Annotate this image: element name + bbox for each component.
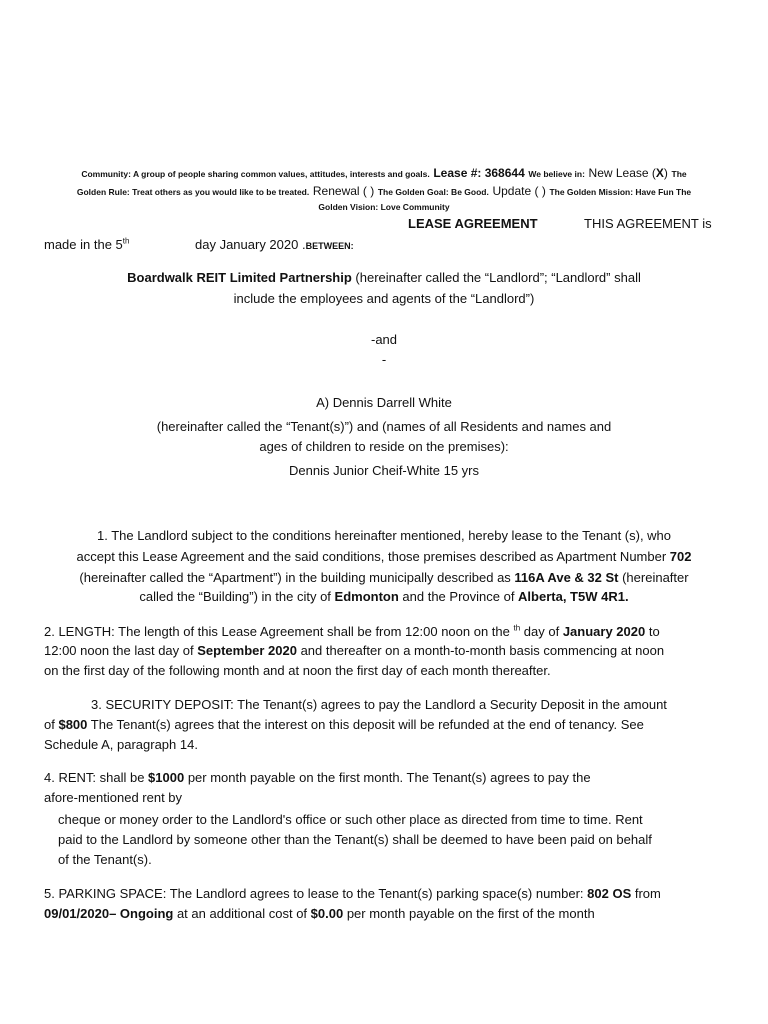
update-option: Update ( ) (492, 184, 546, 198)
header-line-1: Community: A group of people sharing common values, attitudes, interests and goals. Lease #: 368644 We believe in: New Lease (X) The (81, 166, 687, 180)
parking-space-number: 802 OS (587, 886, 632, 901)
clause-2-line-1: 2. LENGTH: The length of this Lease Agreement shall be from 12:00 noon on the $^{th}$ day of January 2020 to (44, 623, 660, 639)
clause-5-line-2: 09/01/2020– Ongoing at an additional cost of $0.00 per month payable on the first of the month (44, 906, 595, 921)
this-agreement-text: THIS AGREEMENT is (584, 216, 712, 231)
lease-start: January 2020 (562, 624, 646, 639)
clause-4-line-5: of the Tenant(s). (58, 852, 152, 867)
building-address: 116A Ave & 32 St (514, 570, 619, 585)
clause-1-line-4: called the “Building”) in the city of Edmonton and the Province of Alberta, T5W 4R1. (139, 589, 629, 604)
agreement-date: day January 2020 .BETWEEN: (195, 237, 354, 252)
tenant-name: A) Dennis Darrell White (316, 395, 452, 410)
made-in-text: made in the 5th (44, 236, 130, 252)
landlord-name: Boardwalk REIT Limited Partnership (127, 270, 352, 285)
rent-amount: $1000 (148, 770, 185, 785)
clause-3-line-1: 3. SECURITY DEPOSIT: The Tenant(s) agrees to pay the Landlord a Security Deposit in the amount (91, 697, 667, 712)
parking-cost: $0.00 (310, 906, 344, 921)
clause-3-line-3: Schedule A, paragraph 14. (44, 737, 198, 752)
lease-end: September 2020 (197, 643, 297, 658)
tenant-description-2: ages of children to reside on the premises): (259, 439, 509, 454)
clause-4-line-4: paid to the Landlord by someone other than the Tenant(s) shall be deemed to have been paid on behalf (58, 832, 652, 847)
resident-child: Dennis Junior Cheif-White 15 yrs (288, 463, 480, 478)
parking-period: 09/01/2020– Ongoing (44, 906, 174, 921)
and-separator: -and (370, 332, 398, 347)
apartment-number: 702 (669, 549, 692, 564)
clause-5-line-1: 5. PARKING SPACE: The Landlord agrees to lease to the Tenant(s) parking space(s) number: 802 OS from (44, 886, 661, 901)
header-line-3: Golden Vision: Love Community (318, 202, 450, 212)
clause-1-line-2: accept this Lease Agreement and the said conditions, those premises described as Apartment Number 702 (76, 549, 692, 564)
clause-4-line-3: cheque or money order to the Landlord's office or such other place as directed from time to time. Rent (58, 812, 643, 827)
and-separator-dash: - (381, 352, 387, 367)
document-title: LEASE AGREEMENT (408, 216, 538, 231)
clause-2-line-3: on the first day of the following month and at noon the first day of each month thereafter. (44, 663, 551, 678)
landlord-line-1: Boardwalk REIT Limited Partnership (hereinafter called the “Landlord”; “Landlord” shall (127, 270, 641, 285)
renewal-option: Renewal ( ) (312, 184, 375, 198)
city: Edmonton (334, 589, 399, 604)
clause-3-line-2: of $800 The Tenant(s) agrees that the interest on this deposit will be refunded at the end of tenancy. See (44, 717, 644, 732)
tenant-description-1: (hereinafter called the “Tenant(s)”) and (names of all Residents and names and (156, 419, 612, 434)
landlord-line-2: include the employees and agents of the “Landlord”) (233, 291, 535, 306)
clause-4-line-2: afore-mentioned rent by (44, 790, 183, 805)
clause-2-line-2: 12:00 noon the last day of September 2020 and thereafter on a month-to-month basis commencing at noon (44, 643, 665, 658)
security-deposit: $800 (58, 717, 88, 732)
clause-1-line-1: 1. The Landlord subject to the conditions hereinafter mentioned, hereby lease to the Tenant (s), who (96, 528, 672, 543)
header-line-2: Golden Rule: Treat others as you would like to be treated. Renewal ( ) The Golden Goal: Be Good. Update ( ) The Golden Mission: Have Fun The (76, 184, 692, 198)
new-lease-mark: X (655, 166, 664, 180)
province: Alberta, T5W 4R1. (518, 589, 629, 604)
clause-4-line-1: 4. RENT: shall be $1000 per month payable on the first month. The Tenant(s) agrees to pay the (44, 770, 591, 785)
lease-number: Lease #: 368644 (433, 166, 525, 180)
clause-1-line-3: (hereinafter called the “Apartment”) in the building municipally described as 116A Ave & 32 St (hereinafter (79, 570, 689, 585)
